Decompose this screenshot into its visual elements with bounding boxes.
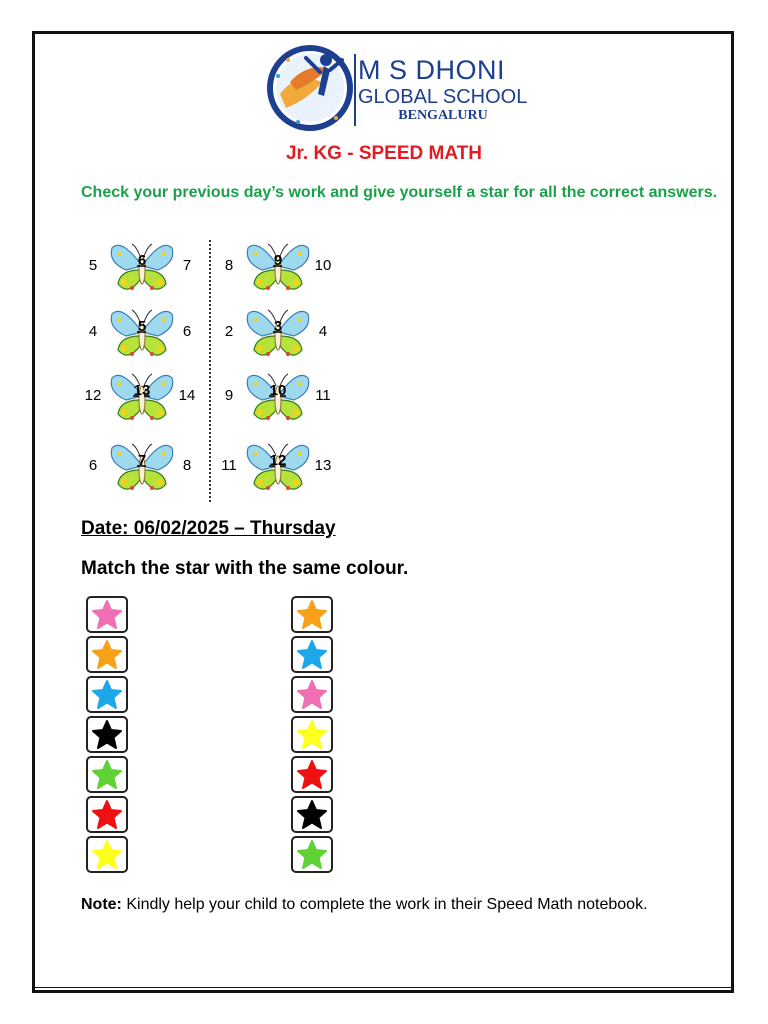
worksheet-date: Date: 06/02/2025 – Thursday — [81, 518, 336, 539]
school-emblem-icon — [266, 42, 362, 132]
star-icon — [91, 599, 123, 630]
number-after: 11 — [315, 387, 331, 404]
logo-city: BENGALURU — [398, 108, 488, 123]
note-body: Kindly help your child to complete the work in their Speed Math notebook. — [121, 896, 648, 913]
number-answer: 7 — [137, 452, 147, 469]
number-answer: 5 — [137, 318, 147, 335]
butterfly-row — [80, 240, 210, 300]
number-before: 4 — [88, 323, 98, 340]
number-answer: 6 — [137, 252, 147, 269]
star-icon — [91, 719, 123, 750]
left-star-box[interactable] — [86, 636, 128, 673]
number-answer: 13 — [133, 382, 151, 399]
number-answer: 10 — [269, 382, 287, 399]
number-before: 6 — [88, 457, 98, 474]
logo-divider — [354, 54, 356, 126]
note-text — [81, 892, 721, 917]
left-star-box[interactable] — [86, 716, 128, 753]
right-star-box[interactable] — [291, 676, 333, 713]
number-after: 13 — [314, 457, 332, 474]
star-icon — [91, 679, 123, 710]
page-border — [32, 31, 734, 993]
star-icon — [296, 799, 328, 830]
number-after: 8 — [182, 457, 192, 474]
star-icon — [296, 719, 328, 750]
number-before: 12 — [84, 387, 102, 404]
logo-school-type: GLOBAL SCHOOL — [358, 86, 528, 108]
number-before: 11 — [221, 457, 237, 474]
star-icon — [296, 639, 328, 670]
star-icon — [296, 839, 328, 870]
number-after: 6 — [182, 323, 192, 340]
number-before: 9 — [224, 387, 234, 404]
butterfly-number-panel — [80, 240, 372, 502]
right-star-column — [291, 596, 333, 876]
right-star-box[interactable] — [291, 716, 333, 753]
star-icon — [91, 839, 123, 870]
left-star-column — [86, 596, 128, 876]
number-before: 2 — [224, 323, 234, 340]
butterfly-row — [216, 306, 346, 366]
butterfly-row — [216, 370, 346, 430]
left-star-box[interactable] — [86, 796, 128, 833]
left-star-box[interactable] — [86, 596, 128, 633]
number-after: 4 — [318, 323, 328, 340]
note-label: Note: — [81, 896, 122, 913]
number-after: 10 — [314, 257, 332, 274]
right-star-box[interactable] — [291, 836, 333, 873]
page-title: Jr. KG - SPEED MATH — [285, 143, 482, 164]
butterfly-row — [216, 440, 346, 500]
number-before: 5 — [88, 257, 98, 274]
logo-school-name: M S DHONI — [358, 55, 506, 85]
butterfly-row — [216, 240, 346, 300]
butterfly-row — [80, 306, 210, 366]
logo-text — [358, 56, 528, 124]
star-icon — [296, 759, 328, 790]
butterfly-row — [80, 440, 210, 500]
number-before: 8 — [224, 257, 234, 274]
left-star-box[interactable] — [86, 676, 128, 713]
butterfly-row — [80, 370, 210, 430]
number-after: 14 — [178, 387, 196, 404]
star-icon — [91, 639, 123, 670]
left-star-box[interactable] — [86, 836, 128, 873]
star-icon — [296, 599, 328, 630]
right-star-box[interactable] — [291, 596, 333, 633]
number-answer: 3 — [273, 318, 283, 335]
star-icon — [91, 759, 123, 790]
right-star-box[interactable] — [291, 756, 333, 793]
instruction-text: Check your previous day’s work and give yourself a star for all the correct answers. — [81, 184, 718, 201]
star-icon — [296, 679, 328, 710]
number-answer: 9 — [273, 252, 283, 269]
star-icon — [91, 799, 123, 830]
match-instruction: Match the star with the same colour. — [81, 558, 409, 579]
school-logo — [266, 42, 536, 132]
right-star-box[interactable] — [291, 796, 333, 833]
left-star-box[interactable] — [86, 756, 128, 793]
right-star-box[interactable] — [291, 636, 333, 673]
number-answer: 12 — [269, 452, 287, 469]
number-after: 7 — [182, 257, 192, 274]
